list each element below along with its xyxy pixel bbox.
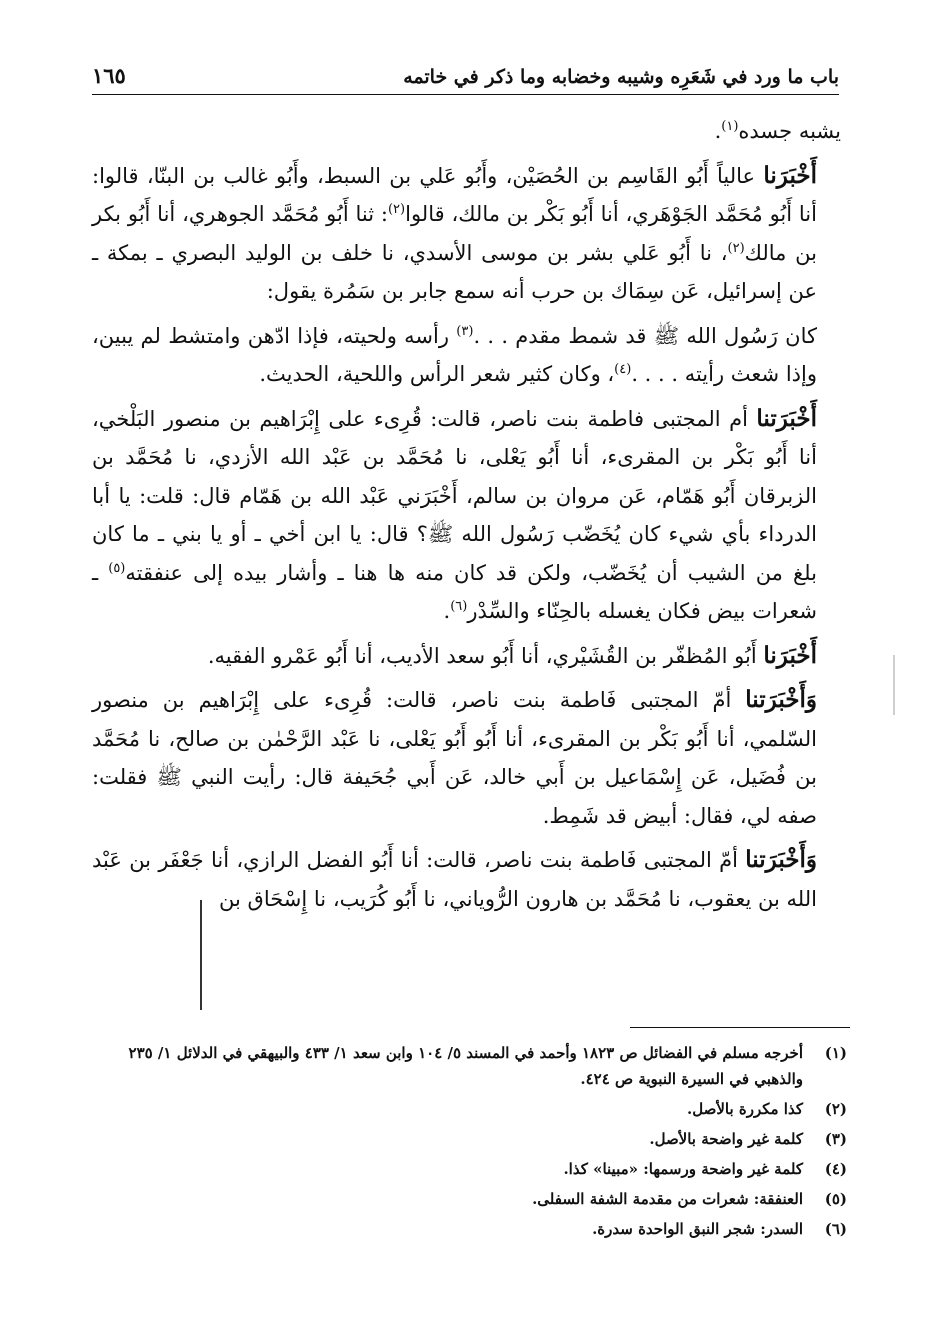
footnote-number: (٢) <box>824 1100 847 1118</box>
margin-scan-mark <box>893 655 895 715</box>
footnote-number: (٤) <box>824 1160 847 1178</box>
footnote-number: (٥) <box>824 1190 847 1208</box>
footnote-number: (٣) <box>824 1130 847 1148</box>
paragraph-lead: وَأَخْبَرَتنا <box>745 846 817 873</box>
paragraph-continuation: يشبه جسده$^{(١)}$. <box>714 119 841 143</box>
page-number: ١٦٥ <box>92 63 126 88</box>
footnote-number: (٦) <box>824 1220 847 1238</box>
footnote-ref: (٥) <box>108 560 126 576</box>
paragraph-isnad-4: وَأَخْبَرَتنا أمّ المجتبى فَاطمة بنت ناصر، قالت: قُرِىء على إِبْرَاهيم بن منصور السّلمي، أنا أَبُو بَكْر بن المقرىء، أنا أَبُو أَبُو يَعْلى، نا عَبْد الرَّحْمٰن بن صالح، نا مُحَمَّد بن فُضَيل، عَن إِسْمَاعيل بن أَبي خالد، عَن أَبي جُحَيفة قال: رأيت النبي ﷺ فقلت: صفه لي، فقال: أبيض قد شَمِط. <box>92 686 817 828</box>
footnote-ref: (٦) <box>450 599 468 614</box>
footnote <box>96 1216 847 1242</box>
footnote <box>96 1126 847 1152</box>
running-header <box>92 55 839 95</box>
footnote-text: السدر: شجر النبق الواحدة سدرة. <box>592 1220 803 1238</box>
paragraph-isnad-1: أَخْبَرَنا عالياً أَبُو القَاسِم بن الحُصَيْن، وأَبُو عَلي بن السبط، وأَبُو غالب بن البنّا، قالوا: أنا أَبُو مُحَمَّد الجَوْهَري، أنا أَبُو بَكْر بن مالك، قالوا$^{(٢)}$: ثنا أَبُو مُحَمَّد الجوهري، أنا أَبُو بكر بن مالك$^{(٢)}$، نا أَبُو عَلي بشر بن موسى الأسدي، نا خلف بن الوليد البصري ـ بمكة ـ عن إسرائيل، عَن سِمَاك بن حرب أنه سمع جابر بن سَمُرة يقول: <box>92 161 818 303</box>
footnote-ref: (٣) <box>456 323 474 339</box>
footnote-text: كلمة غير واضحة بالأصل. <box>649 1130 803 1148</box>
footnote <box>96 1040 847 1092</box>
footnote-text: أخرجه مسلم في الفضائل ص ١٨٢٣ وأحمد في المسند ٥/ ١٠٤ وابن سعد ١/ ٤٣٣ والبيهقي في الدلائل ١/ ٢٣٥ والذهبي في السيرة النبوية ص ٤٢٤. <box>128 1044 803 1088</box>
paragraph-lead: أَخْبَرَنا <box>763 641 817 669</box>
paragraph-hadith-1: كان رَسُول الله ﷺ قد شمط مقدم . . .$^{(٣)}$ رأسه ولحيته، فإذا ادّهن وامتشط لم يبين، وإذا شعث رأيته . . . .$^{(٤)}$، وكان كثير شعر الرأس واللحية، الحديث. <box>92 323 817 386</box>
footnote-text: كذا مكررة بالأصل. <box>687 1100 803 1118</box>
footnote <box>96 1186 847 1212</box>
paragraph-isnad-2: أَخْبَرَتنا أم المجتبى فاطمة بنت ناصر، قالت: قُرِىء على إِبْرَاهيم بن منصور البَلْخي، أنا أَبُو بَكْر بن المقرىء، أنا أَبُو يَعْلى، نا مُحَمَّد بن عَبْد الله الأزدي، نا مُحَمَّد بن الزبرقان أَبُو هَمّام، عَن مروان بن سالم، أَخْبَرَني عَبْد الله بن هَمّام قال: قلت: يا أبا الدرداء بأي شيء كان يُخَضّب رَسُول الله ﷺ؟ قال: يا ابن أخي ـ أو يا بني ـ ما كان بلغ من الشيب أن يُخَضّب، ولكن قد كان منه ها هنا ـ وأشار بيده إلى عنفقته$^{(٥)}$ ـ شعرات بيض فكان يغسله بالحِنّاء والسِّدْر$^{(٦)}$. <box>92 404 817 623</box>
footnote-ref: (٢) <box>727 240 745 256</box>
paragraph-lead: أَخْبَرَنا <box>763 161 817 189</box>
footnote-ref: (٢) <box>387 202 406 217</box>
footnote-separator <box>630 1027 850 1028</box>
footnote-ref: (٤) <box>614 362 632 377</box>
paragraph-lead: أَخْبَرَتنا <box>756 404 817 432</box>
main-text <box>92 112 841 924</box>
paragraph-lead: وَأَخْبَرَتنا <box>745 686 817 713</box>
paragraph-isnad-5: وَأَخْبَرَتنا أمّ المجتبى فَاطمة بنت ناصر، قالت: أنا أَبُو الفضل الرازي، أنا جَعْفَر بن عَبْد الله بن يعقوب، نا مُحَمَّد بن هارون الرُّوياني، نا أَبُو كُرَيب، نا إِسْحَاق بن <box>92 846 817 911</box>
footnotes <box>96 1040 847 1246</box>
footnote <box>96 1156 847 1182</box>
footnote-number: (١) <box>824 1044 847 1062</box>
footnote-text: كلمة غير واضحة ورسمها: «مبينا» كذا. <box>563 1160 803 1178</box>
paragraph-isnad-3: أَخْبَرَنا أَبُو المُظفّر بن القُشَيْري، أنا أَبُو سعد الأديب، أنا أَبُو عَمْرو الفقيه. <box>207 641 817 669</box>
footnote-text: العنفقة: شعرات من مقدمة الشفة السفلى. <box>532 1190 803 1208</box>
footnote-ref: (١) <box>721 119 739 134</box>
chapter-title: باب ما ورد في شَعَرِه وشيبه وخضابه وما ذكر في خاتمه <box>403 66 839 88</box>
footnote <box>96 1096 847 1122</box>
